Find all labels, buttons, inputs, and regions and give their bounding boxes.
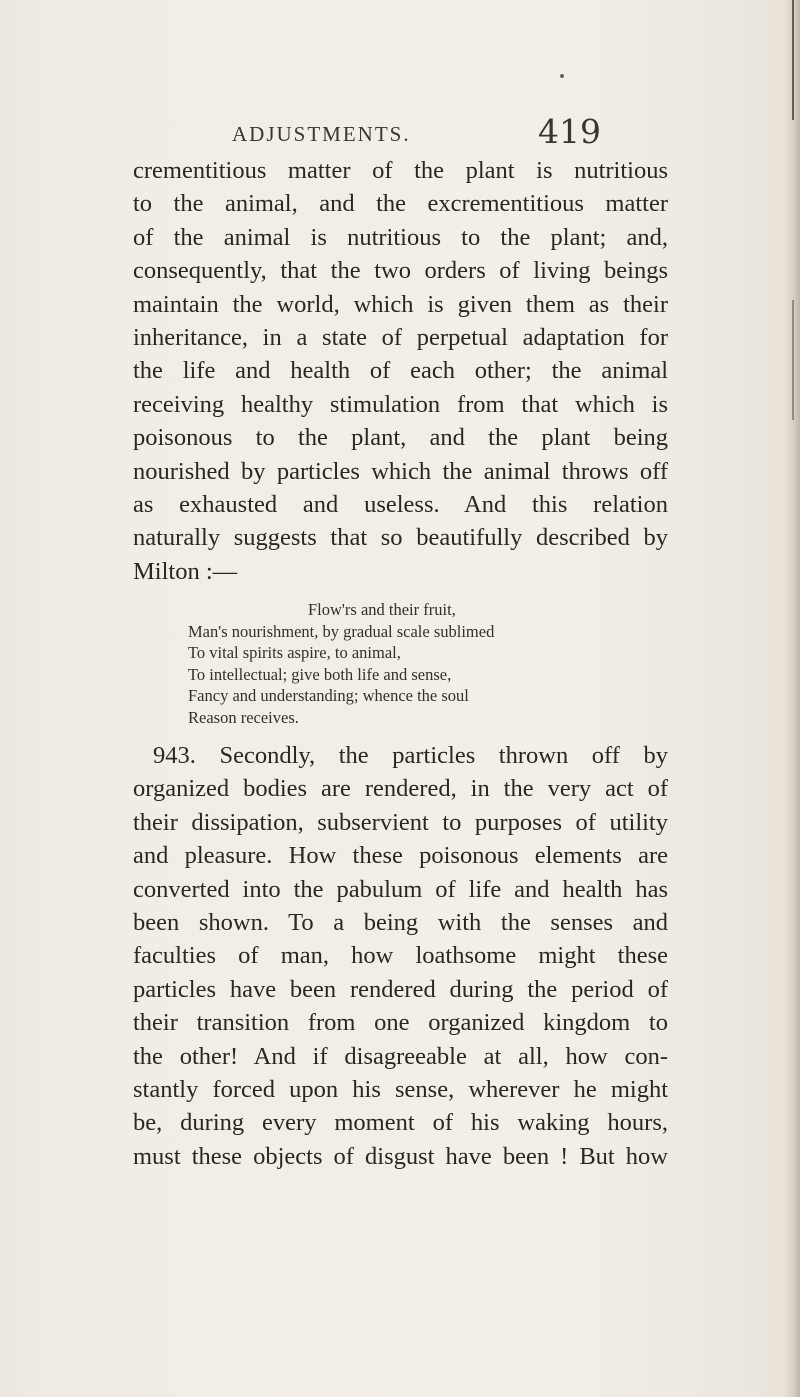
verse-line: Man's nourishment, by gradual scale sublimed	[188, 621, 495, 641]
running-head-title: ADJUSTMENTS.	[232, 122, 411, 146]
text-line: and pleasure. How these poisonous elements are	[133, 842, 668, 870]
text-line: be, during every moment of his waking hours,	[133, 1109, 668, 1137]
text-line: must these objects of disgust have been ! But how	[133, 1142, 668, 1170]
text-line: receiving healthy stimulation from that which is	[133, 390, 668, 418]
text-line: their dissipation, subservient to purposes of utility	[133, 808, 668, 836]
text-line: 943. Secondly, the particles thrown off by	[153, 742, 668, 770]
verse-line: Flow'rs and their fruit,	[308, 600, 456, 620]
text-line: been shown. To a being with the senses and	[133, 909, 668, 937]
page-edge-shadow	[784, 0, 800, 1397]
text-line: stantly forced upon his sense, wherever he might	[133, 1075, 668, 1103]
text-line: poisonous to the plant, and the plant being	[133, 424, 668, 452]
verse-line: To intellectual; give both life and sense,	[188, 664, 452, 684]
text-line: consequently, that the two orders of living beings	[133, 257, 668, 285]
verse-line: Reason receives.	[188, 707, 299, 727]
page-edge-line	[792, 300, 794, 420]
text-line: the life and health of each other; the animal	[133, 357, 668, 385]
running-head	[0, 112, 800, 152]
paragraph-1	[133, 154, 668, 588]
text-line: nourished by particles which the animal throws off	[133, 457, 668, 485]
text-line: organized bodies are rendered, in the very act of	[133, 775, 668, 803]
text-line: of the animal is nutritious to the plant; and,	[133, 223, 668, 251]
verse-line: Fancy and understanding; whence the soul	[188, 686, 469, 706]
text-line: their transition from one organized kingdom to	[133, 1009, 668, 1037]
text-line: to the animal, and the excrementitious matter	[133, 190, 668, 218]
page-number: 419	[538, 112, 601, 151]
paragraph-2	[133, 739, 668, 1173]
ink-speck	[560, 74, 564, 78]
text-line: inheritance, in a state of perpetual adaptation for	[133, 323, 668, 351]
text-line: faculties of man, how loathsome might these	[133, 942, 668, 970]
text-line: converted into the pabulum of life and health has	[133, 875, 668, 903]
text-line: particles have been rendered during the period of	[133, 975, 668, 1003]
page-body	[133, 154, 668, 1173]
text-line: crementitious matter of the plant is nutritious	[133, 157, 668, 184]
verse-quotation	[188, 599, 668, 728]
verse-line: To vital spirits aspire, to animal,	[188, 643, 401, 663]
text-line: Milton :—	[133, 557, 238, 585]
page-edge-line	[792, 0, 794, 120]
text-line: the other! And if disagreeable at all, how con-	[133, 1042, 668, 1070]
text-line: as exhausted and useless. And this relation	[133, 490, 668, 518]
text-line: maintain the world, which is given them as their	[133, 290, 668, 318]
text-line: naturally suggests that so beautifully described by	[133, 524, 668, 552]
